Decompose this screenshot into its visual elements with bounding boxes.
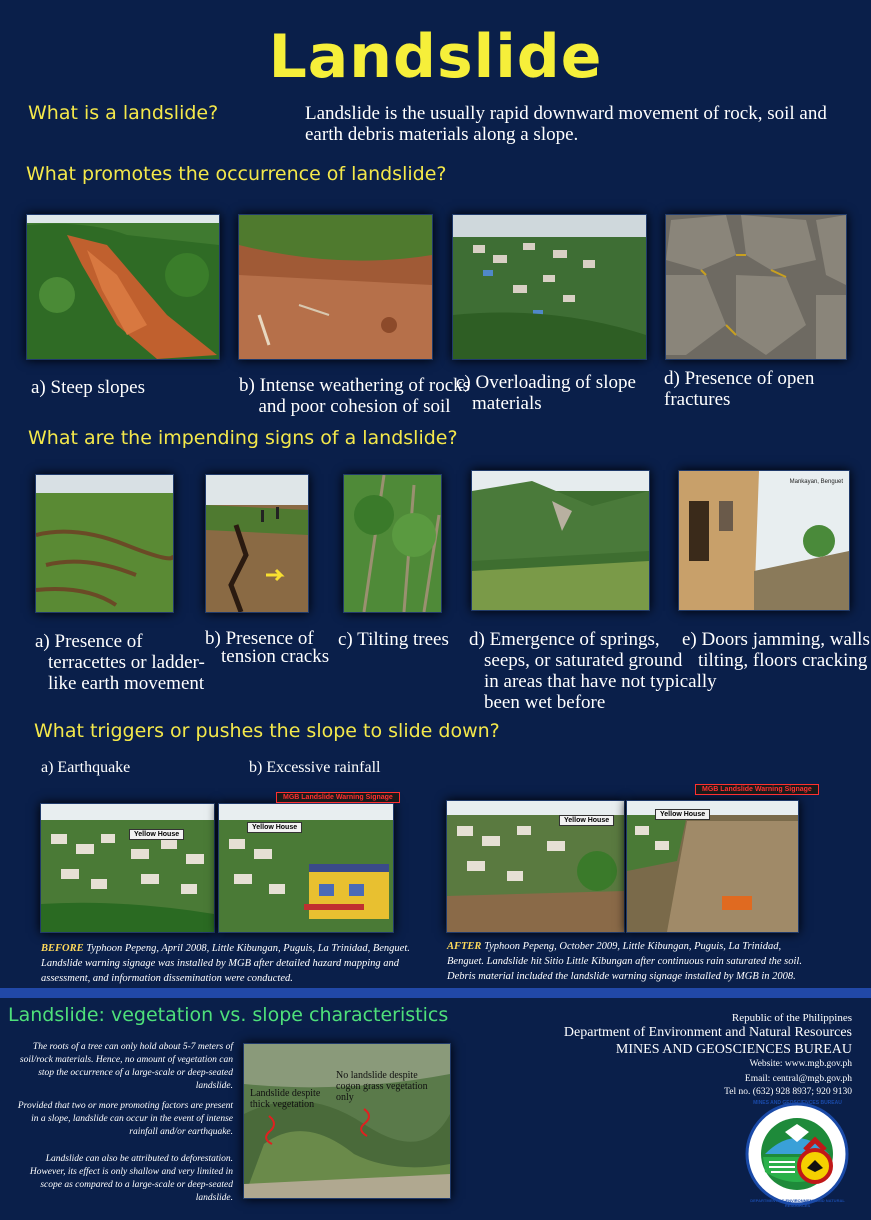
vegetation-photo [243, 1043, 451, 1199]
caption-line: in areas that have not typically [484, 671, 717, 692]
caption-line: and poor cohesion of soil [258, 396, 451, 417]
signs-caption-c [338, 629, 449, 650]
divider-band [0, 988, 871, 998]
vegetation-heading: Landslide: vegetation vs. slope characteristics [8, 1004, 449, 1026]
promotes-caption-b [239, 375, 470, 417]
terracettes-photo [35, 474, 174, 613]
after-text: Typhoon Pepeng, October 2009, Little Kibungan, Puguis, La Trinidad, Benguet. Landslide hit Sitio Little Kibungan after continuous rain saturated the soil. Debris material included the landslide warning signage installed by MGB in 2008. [447, 941, 802, 982]
signs-caption-a [35, 631, 205, 694]
caption-line: terracettes or ladder- [48, 652, 205, 673]
answer-line: Landslide is the usually rapid downward movement of rock, soil and [305, 103, 827, 124]
signs-caption-d [469, 629, 717, 713]
before-photo-right [218, 803, 394, 933]
caption-line: a) Steep slopes [31, 377, 145, 398]
promotes-caption-a [31, 377, 145, 398]
department: Department of Environment and Natural Resources [563, 1025, 852, 1040]
answer-line: earth debris materials along a slope. [305, 124, 579, 145]
bureau: MINES AND GEOSCIENCES BUREAU [615, 1042, 852, 1057]
vegetation-para-2: Provided that two or more promoting factors are present in a slope, landslide can occur in the event of intense rainfall and/or earthquake. [17, 1101, 233, 1137]
signs-caption-e [682, 629, 870, 671]
before-tag: BEFORE [41, 943, 84, 954]
triggers-question: What triggers or pushes the slope to slide down? [34, 720, 500, 742]
yellow-house-label: Yellow House [247, 822, 302, 833]
caption-line: b) Presence of [205, 628, 314, 649]
mgb-seal-logo [745, 1102, 850, 1207]
open-fractures-photo [665, 214, 847, 360]
photo-location-label: Mankayan, Benguet [789, 479, 843, 485]
caption-line: a) Presence of [35, 631, 143, 652]
page-title: Landslide [268, 22, 603, 92]
caption-line: tilting, floors cracking [698, 650, 868, 671]
promotes-question: What promotes the occurrence of landslide? [26, 163, 447, 185]
signage-label: MGB Landslide Warning Signage [276, 792, 400, 803]
before-photo-left [40, 803, 215, 933]
caption-line: b) Intense weathering of rocks [239, 375, 471, 396]
before-caption [41, 941, 411, 986]
signage-label: MGB Landslide Warning Signage [695, 784, 819, 795]
weathering-photo [238, 214, 433, 360]
overloading-photo [452, 214, 647, 360]
signs-question: What are the impending signs of a landslide? [28, 427, 458, 449]
steep-slope-photo [26, 214, 220, 360]
seal-text-bottom: DEPARTMENT OF ENVIRONMENT AND NATURAL RESOURCES [750, 1198, 845, 1208]
tension-cracks-photo [205, 474, 309, 613]
promotes-caption-d [664, 368, 871, 410]
vegetation-para-3: Landslide can also be attributed to deforestation. However, its effect is only shallow and very limited in scope as compared to a large-scale or deep-seated landslide. [29, 1154, 233, 1203]
photo-label-left: Landslide despite thick vegetation [250, 1088, 321, 1110]
telephone: Tel no. (632) 928 8937; 920 9130 [724, 1087, 852, 1097]
caption-line: been wet before [484, 692, 606, 713]
springs-photo [471, 470, 650, 611]
earthquake-label: a) Earthquake [41, 759, 131, 776]
what-is-answer [305, 103, 865, 145]
caption-line: seeps, or saturated ground [484, 650, 683, 671]
caption-line: d) Presence of open fractures [664, 368, 815, 410]
caption-line: like earth movement [48, 673, 205, 694]
website: Website: www.mgb.gov.ph [749, 1059, 852, 1069]
doors-jamming-photo [678, 470, 850, 611]
caption-line: c) Tilting trees [338, 629, 449, 650]
vegetation-para-1: The roots of a tree can only hold about 5-7 meters of soil/rock materials. Hence, no amount of vegetation can stop the occurrence of a large-scale or deep-seated landslide. [19, 1042, 233, 1091]
caption-line: e) Doors jamming, walls [682, 629, 870, 650]
caption-line: materials [472, 393, 542, 414]
caption-line: c) Overloading of slope [456, 372, 636, 393]
what-is-question: What is a landslide? [28, 102, 219, 124]
yellow-house-label: Yellow House [129, 829, 184, 840]
yellow-house-label: Yellow House [559, 815, 614, 826]
after-photo-right [626, 800, 799, 933]
signs-caption-b [205, 628, 329, 667]
after-photo-left [446, 800, 625, 933]
photo-label-right: No landslide despite cogon grass vegetation only [336, 1070, 428, 1103]
tilting-trees-photo [343, 474, 442, 613]
seal-text-top: MINES AND GEOSCIENCES BUREAU [753, 1100, 842, 1106]
after-caption [447, 939, 817, 984]
after-tag: AFTER [447, 941, 482, 952]
caption-line: d) Emergence of springs, [469, 629, 660, 650]
rainfall-label: b) Excessive rainfall [249, 759, 381, 776]
before-text: Typhoon Pepeng, April 2008, Little Kibungan, Puguis, La Trinidad, Benguet. Landslide warning signage was installed by MGB after detailed hazard mapping and assessment, and information dissemination were conducted. [41, 943, 410, 984]
republic: Republic of the Philippines [731, 1012, 852, 1024]
promotes-caption-c [456, 372, 636, 414]
yellow-house-label: Yellow House [655, 809, 710, 820]
email: Email: central@mgb.gov.ph [744, 1074, 852, 1084]
caption-line: tension cracks [221, 646, 330, 667]
